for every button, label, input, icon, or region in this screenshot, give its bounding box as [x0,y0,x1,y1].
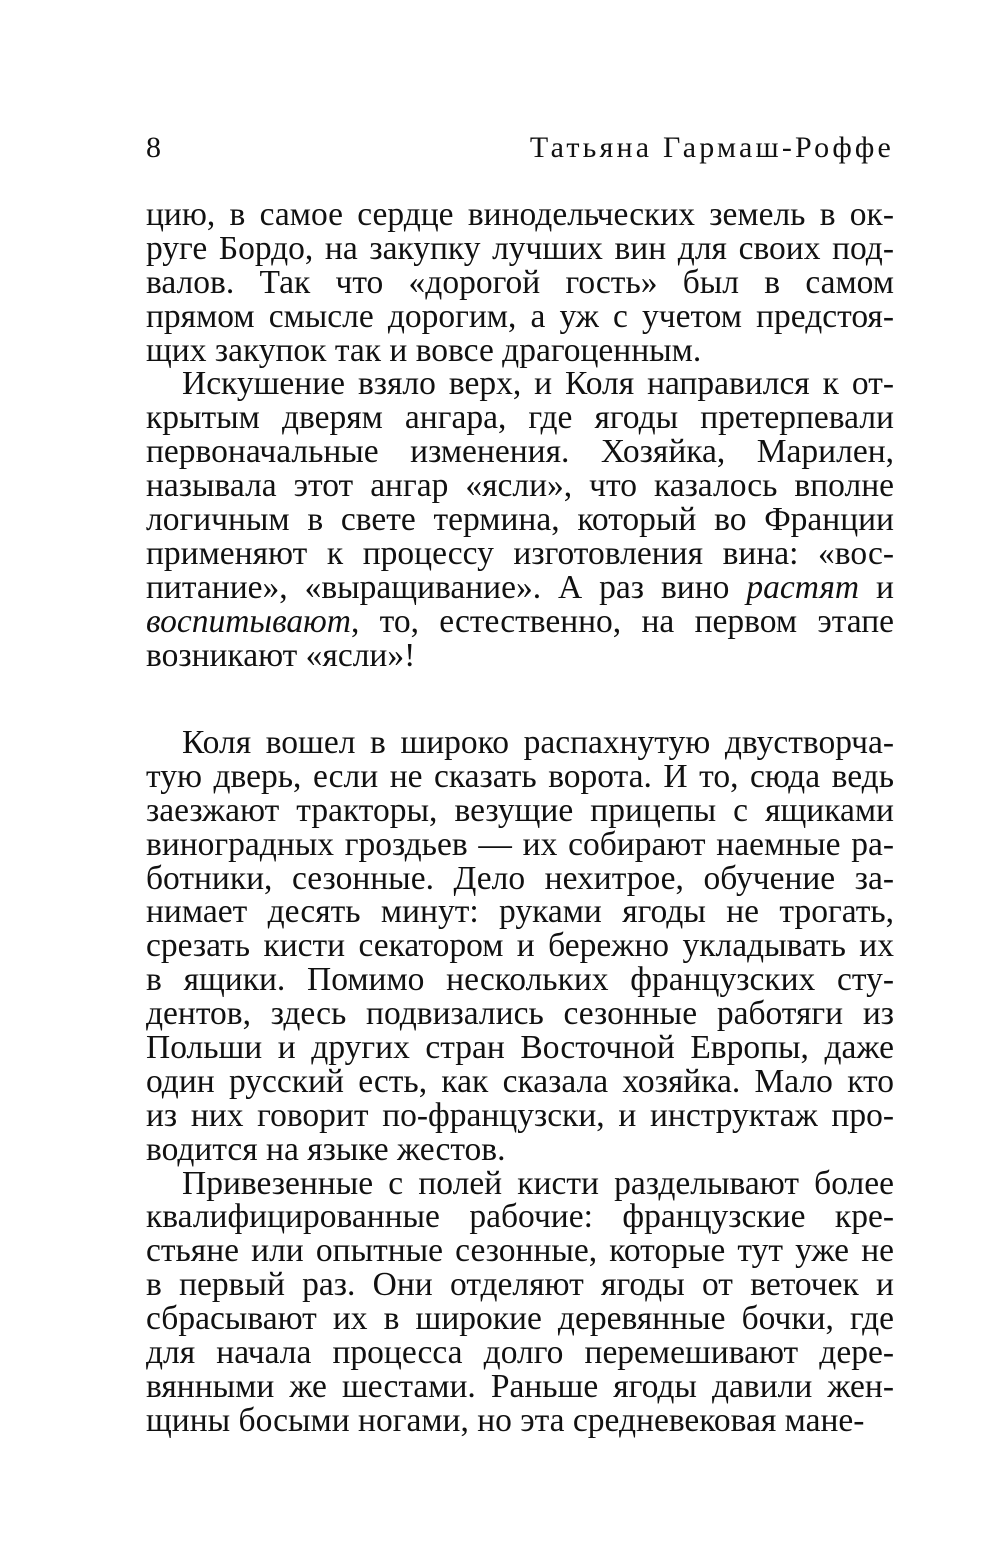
text-segment: Искушение взяло верх, и Коля направился к от- [182,365,894,403]
text-line [146,1096,894,1134]
text-segment: руге Бордо, на закупку лучших вин для своих под- [146,229,894,267]
text-segment: Привезенные с полей кисти разделывают более [182,1164,894,1202]
text-segment: виноградных гроздьев — их собирают наемные ра- [146,825,894,863]
text-segment: щих закупок так и вовсе драгоценным. [146,331,702,369]
paragraph [146,726,894,1167]
running-head-author: Татьяна Гармаш-Роффе [529,131,894,164]
italic-text: воспитывают [146,602,351,640]
text-segment: из них говорит по-французски, и инструктаж про- [146,1096,894,1134]
text-line [146,1401,894,1439]
text-segment: в первый раз. Они отделяют ягоды от веточек и [146,1266,894,1304]
text-line [146,1062,894,1100]
paragraph [146,367,894,672]
text-line [146,503,894,537]
text-segment: вянными же шестами. Раньше ягоды давили жен- [146,1367,894,1405]
text-segment: срезать кисти секатором и бережно укладывать их [146,927,894,965]
text-line [146,198,894,232]
text-segment: водится на языке жестов. [146,1130,506,1168]
text-line [146,435,894,469]
text-segment: щины босыми ногами, но эта средневековая мане- [146,1401,865,1439]
running-header [146,128,894,168]
text-segment: Коля вошел в широко распахнутую двустворча- [182,724,894,761]
text-segment: дентов, здесь подвизались сезонные работяги из [146,995,894,1033]
text-segment: сбрасывают их в широкие деревянные бочки, где [146,1300,894,1338]
text-line [146,757,894,795]
text-line [146,367,894,401]
text-line [146,726,894,760]
page-number: 8 [146,131,161,164]
text-line [146,1302,894,1336]
text-line [146,401,894,435]
text-line [146,469,894,503]
text-block-bottom [146,726,894,1438]
text-line [146,1367,894,1405]
text-segment: квалифицированные рабочие: французские кре- [146,1198,894,1236]
paragraph-continued [146,198,894,367]
text-segment: тую дверь, если не сказать ворота. И то, сюда ведь [146,757,894,795]
text-line [146,997,894,1031]
text-segment: называла этот ангар «ясли», что казалось вполне [146,467,894,505]
text-line [146,331,894,369]
text-line [146,825,894,863]
text-line [146,791,894,829]
text-line [146,297,894,335]
text-segment: в ящики. Помимо нескольких французских сту- [146,961,894,999]
text-line [146,1130,894,1168]
text-line [146,963,894,997]
text-line [146,1164,894,1202]
text-segment: один русский есть, как сказала хозяйка. Мало кто [146,1062,894,1100]
text-segment: прямом смысле дорогим, а уж с учетом предстоя- [146,297,894,335]
text-line [146,534,894,572]
text-line [146,1336,894,1370]
text-segment: логичным в свете термина, который во Франции [146,501,894,539]
paragraph [146,1164,894,1439]
text-segment: Польши и других стран Восточной Европы, даже [146,1029,894,1067]
text-line [146,929,894,963]
text-segment: стьяне или опытные сезонные, которые тут уже не [146,1232,894,1270]
text-segment: заезжают тракторы, везущие прицепы с ящиками [146,791,894,829]
text-segment: для начала процесса долго перемешивают дере- [146,1334,894,1372]
text-line [146,895,894,929]
text-segment: и [859,568,894,606]
text-block-top [146,198,894,672]
text-segment: ботники, сезонные. Дело нехитрое, обучение за- [146,859,894,897]
text-segment: крытым дверям ангара, где ягоды претерпевали [146,399,894,437]
text-line [146,1200,894,1234]
text-segment: питание», «выращивание». А раз вино [146,568,747,606]
text-segment: возникают «ясли»! [146,636,416,674]
text-segment: применяют к процессу изготовления вина: «вос- [146,534,894,572]
text-line [146,568,894,606]
text-segment: первоначальные изменения. Хозяйка, Марилен, [146,433,894,471]
text-line [146,1268,894,1302]
text-line [146,229,894,267]
italic-text: растят [746,568,860,606]
text-line [146,263,894,301]
text-segment: , то, естественно, на первом этапе [350,602,894,640]
text-segment: валов. Так что «дорогой гость» был в самом [146,263,894,301]
text-line [146,859,894,897]
text-segment: цию, в самое сердце винодельческих земель в ок- [146,196,894,233]
text-line [146,1234,894,1268]
text-line [146,602,894,640]
text-segment: нимает десять минут: руками ягоды не трогать, [146,893,894,931]
text-line [146,636,894,674]
text-line [146,1031,894,1065]
